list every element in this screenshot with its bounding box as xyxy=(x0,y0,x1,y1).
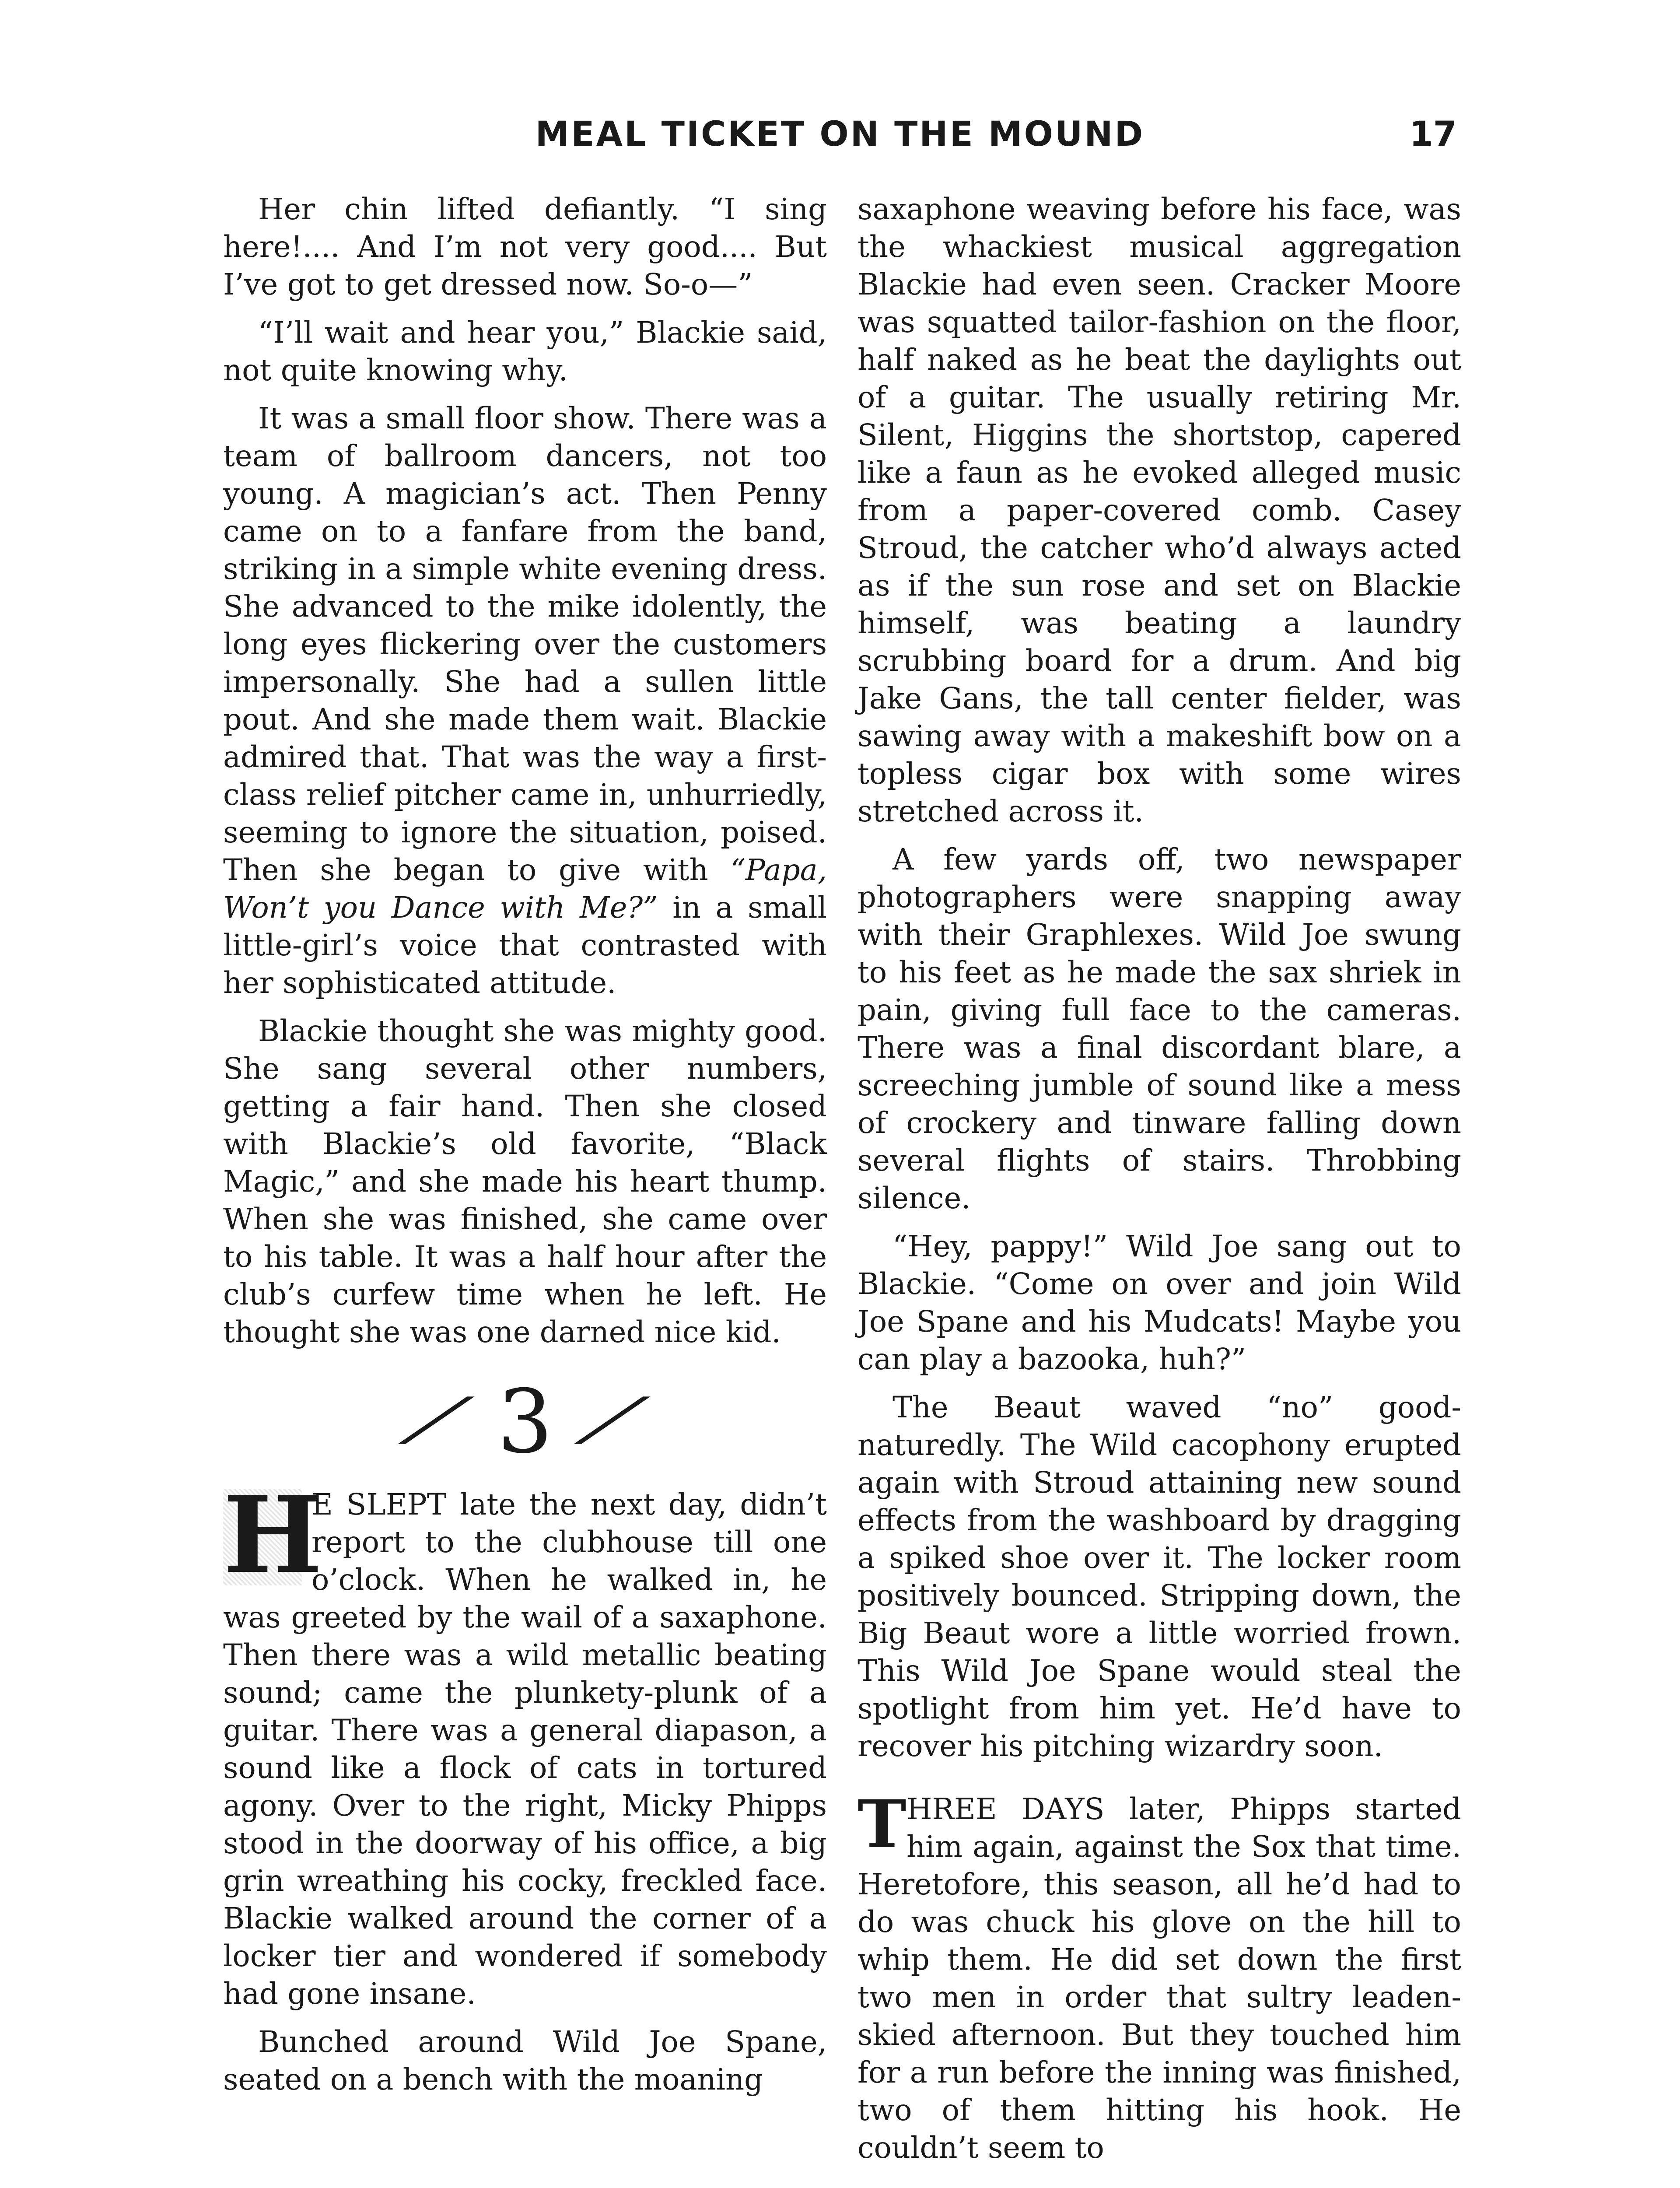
paragraph: Blackie thought she was mighty good. She sang several other numbers, getting a fair hand. Then she closed with Blackie’s old favorite, “Black Magic,” and she made his heart thump. When she was finished, she came over to his table. It was a half hour after the club’s curfew time when he left. He thought she was one darned nice kid. xyxy=(223,1014,827,1349)
page-title: MEAL TICKET ON THE MOUND xyxy=(535,115,1145,154)
paragraph: “Hey, pappy!” Wild Joe sang out to Blackie. “Come on over and join Wild Joe Spane and his Mudcats! Maybe you can play a bazooka, huh?” xyxy=(858,1229,1461,1376)
song-title: “Papa, Won’t you Dance with Me?” xyxy=(223,853,827,925)
paragraph xyxy=(223,400,827,1002)
paragraph xyxy=(858,1786,1461,2167)
right-column xyxy=(858,190,1461,2177)
paragraph-text: HREE DAYS later, Phipps started him again, against the Sox that time. Heretofore, this season, all he’d had to do was chuck his glove on the hill to whip them. He did set down the first two men in order that sultry leaden-skied afternoon. But they touched him for a run before the inning was finished, two of them hitting his hook. He couldn’t seem to xyxy=(858,1792,1461,2165)
running-header xyxy=(223,115,1457,163)
section-break xyxy=(858,1775,1461,1790)
left-column xyxy=(223,190,827,2109)
paragraph: A few yards off, two newspaper photographers were snapping away with their Graphlexes. Wild Joe swung to his feet as he made the sax shriek in pain, giving full face to the cameras. There was a final discordant blare, a screeching jumble of sound like a mess of crockery and tinware falling down several flights of stairs. Throbbing silence. xyxy=(858,842,1461,1215)
paragraph: saxaphone weaving before his face, was the whackiest musical aggregation Blackie had even seen. Cracker Moore was squatted tailor-fashion on the floor, half naked as he beat the daylights out of a guitar. The usually retiring Mr. Silent, Higgins the shortstop, capered like a faun as he evoked alleged music from a paper-covered comb. Casey Stroud, the catcher who’d always acted as if the sun rose and set on Blackie himself, was beating a laundry scrubbing board for a drum. And big Jake Gans, the tall center fielder, was sawing away with a makeshift bow on a topless cigar box with some wires stretched across it. xyxy=(858,192,1461,828)
drop-cap: T xyxy=(858,1786,906,1863)
page-number: 17 xyxy=(1409,115,1457,154)
swash-ornament-icon: ∕ xyxy=(400,1385,474,1452)
chapter-heading xyxy=(223,1368,827,1473)
paragraph: Bunched around Wild Joe Spane, seated on a bench with the moaning xyxy=(223,2025,827,2097)
paragraph-text: It was a small floor show. There was a team of ballroom dancers, not too young. A magician’s act. Then Penny came on to a fanfare from the band, striking in a simple white evening dress. She advanced to the mike idolently, the long eyes flickering over the customers impersonally. She had a sullen little pout. And she made them wait. Blackie admired that. That was the way a first-class relief pitcher came in, unhurriedly, seeming to ignore the situation, poised. Then she began to give with xyxy=(223,401,827,887)
paragraph-text: E SLEPT late the next day, didn’t report to the clubhouse till one o’clock. When he walked in, he was greeted by the wail of a saxaphone. Then there was a wild metallic beating sound; came the plunkety-plunk of a guitar. There was a general diapason, a sound like a flock of cats in tortured agony. Over to the right, Micky Phipps stood in the doorway of his office, a big grin wreathing his cocky, freckled face. Blackie walked around the corner of a locker tier and wondered if somebody had gone insane. xyxy=(223,1487,827,2011)
paragraph: The Beaut waved “no” good-naturedly. The Wild cacophony erupted again with Stroud attaining new sound effects from the washboard by dragging a spiked shoe over it. The locker room positively bounced. Stripping down, the Big Beaut wore a little worried frown. This Wild Joe Spane would steal the spotlight from him yet. He’d have to recover his pitching wizardry soon. xyxy=(858,1390,1461,1763)
paragraph: Her chin lifted defiantly. “I sing here!.... And I’m not very good.... But I’ve got to get dressed now. So-o—” xyxy=(223,192,827,302)
paragraph xyxy=(223,1473,827,2013)
chapter-number: 3 xyxy=(497,1371,553,1473)
paragraph-text: in a small little-girl’s voice that contrasted with her sophisticated attitude. xyxy=(223,891,827,1000)
paragraph: “I’ll wait and hear you,” Blackie said, not quite knowing why. xyxy=(223,316,827,387)
swash-ornament-icon: ∕ xyxy=(576,1385,650,1452)
drop-cap: H xyxy=(223,1473,322,1597)
